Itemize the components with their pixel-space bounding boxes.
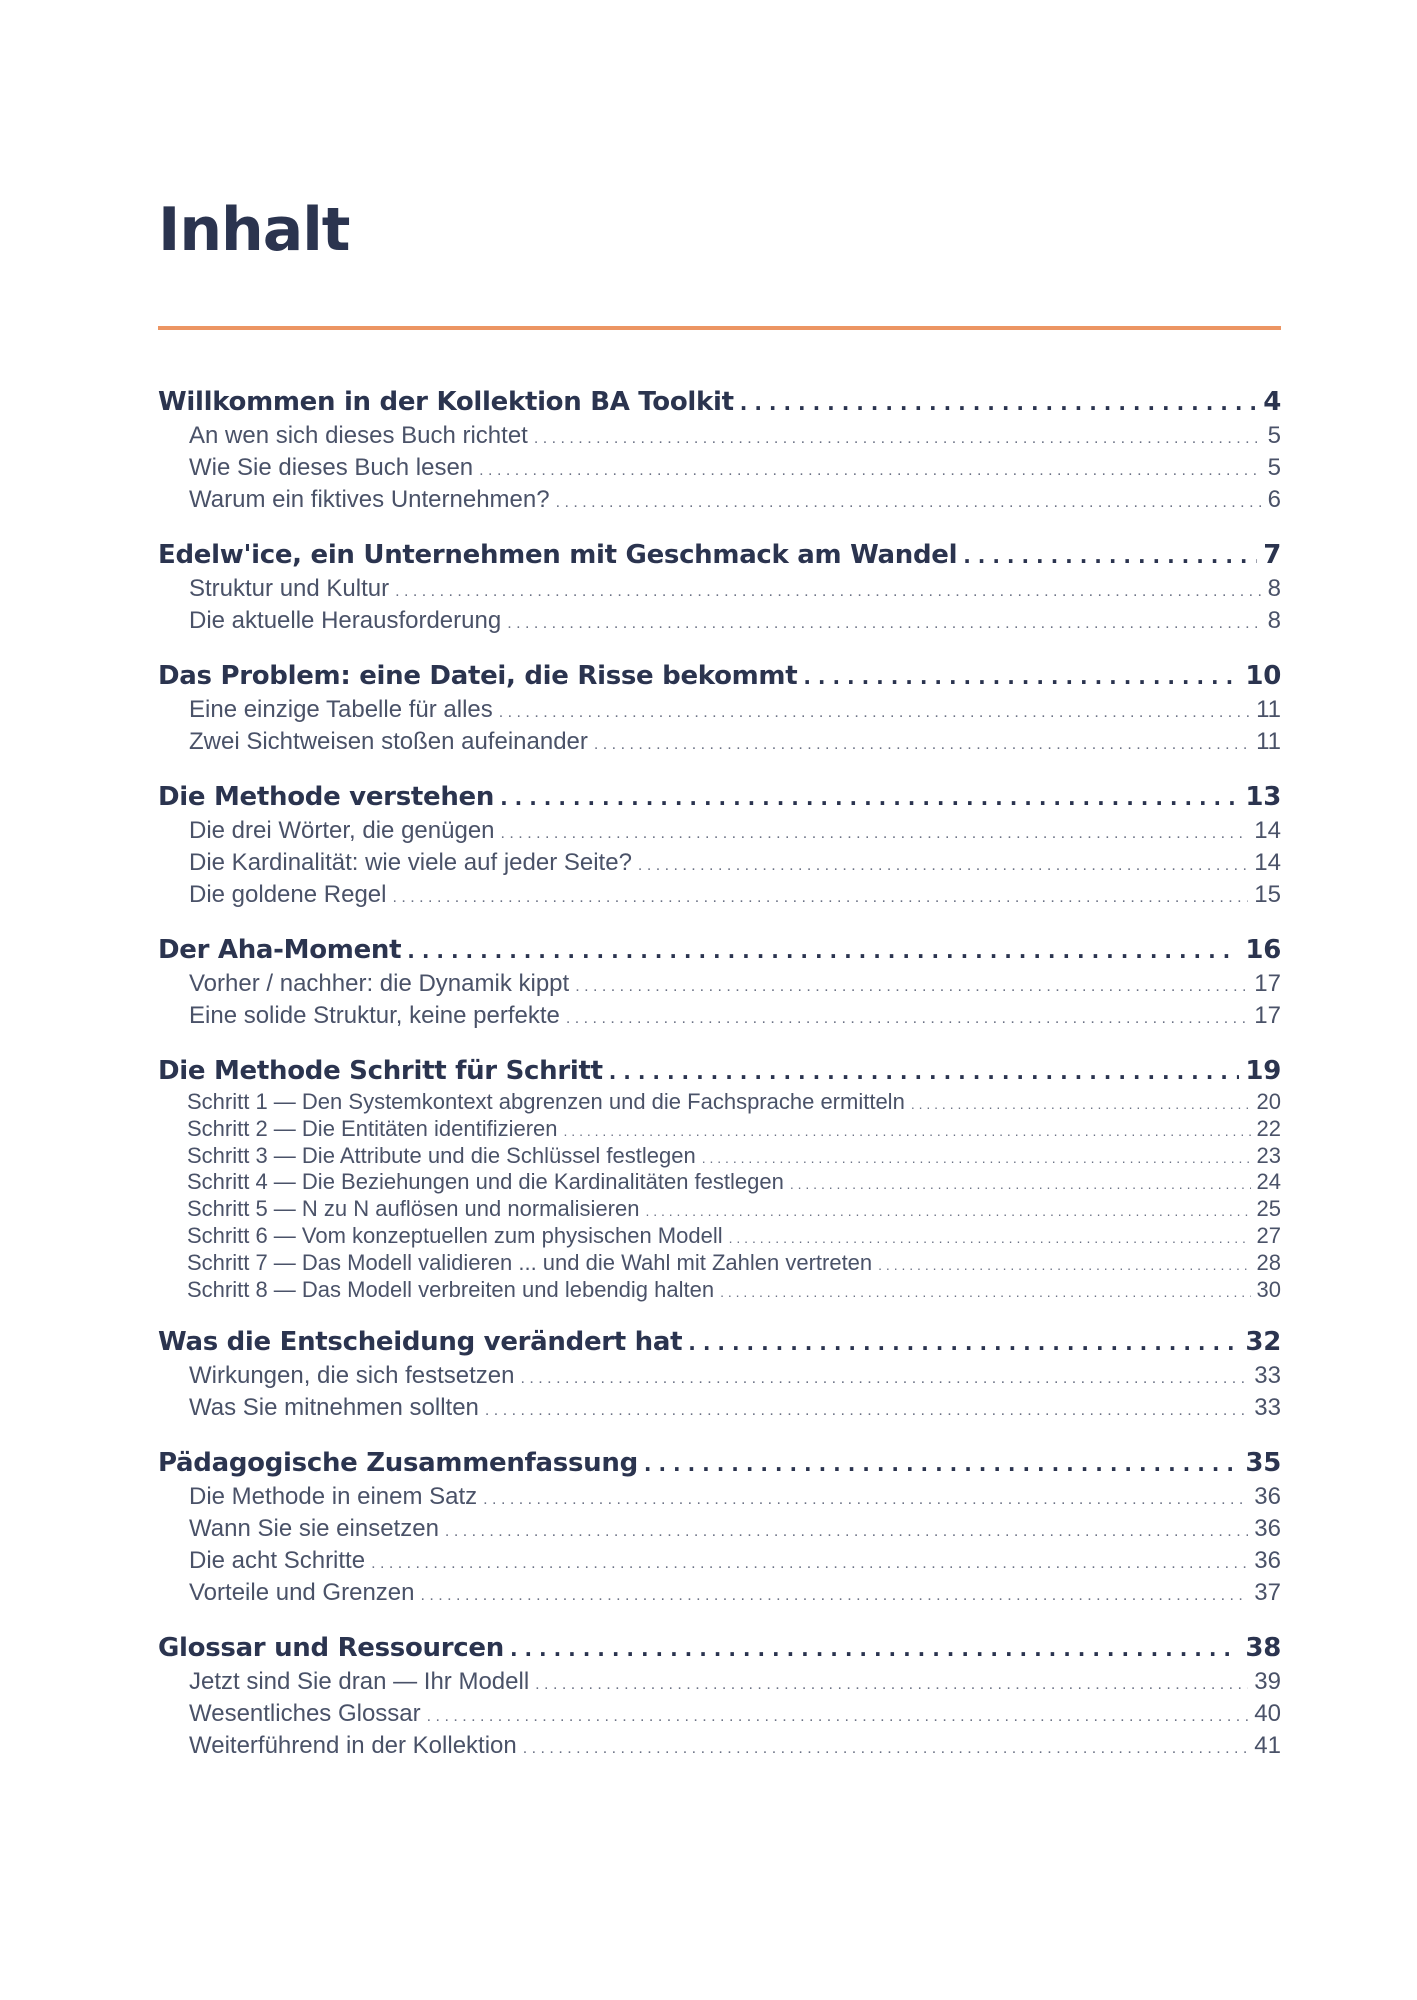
- page-title: Inhalt: [158, 195, 350, 265]
- page-number: 28: [1256, 1249, 1281, 1275]
- subsection-entry-title: Eine einzige Tabelle für alles: [189, 696, 493, 723]
- subsection-entry[interactable]: [158, 1361, 1281, 1393]
- toc-section: [158, 932, 1281, 1033]
- subsection-entry[interactable]: [158, 1546, 1281, 1578]
- dot-leader: [485, 1396, 1248, 1425]
- dot-leader: [371, 1549, 1248, 1578]
- dot-leader: [644, 1446, 1240, 1482]
- subsection-entry-title: Was Sie mitnehmen sollten: [189, 1394, 479, 1422]
- subsection-entry-title: Wesentliches Glossar: [189, 1700, 421, 1728]
- subsection-entry-title: Die aktuelle Herausforderung: [189, 607, 502, 634]
- page-number: 22: [1256, 1115, 1281, 1141]
- subsection-entry-title: Struktur und Kultur: [189, 575, 390, 602]
- dot-leader: [395, 577, 1262, 606]
- page-number: 4: [1263, 387, 1281, 417]
- chapter-entry-title: Was die Entscheidung verändert hat: [158, 1327, 683, 1358]
- page-number: 39: [1254, 1668, 1281, 1696]
- page-number: 40: [1254, 1700, 1281, 1728]
- dot-leader: [645, 1199, 1250, 1224]
- page-number: 37: [1254, 1579, 1281, 1607]
- dot-leader: [510, 1631, 1239, 1667]
- dot-leader: [420, 1581, 1248, 1610]
- page-number: 23: [1256, 1142, 1281, 1168]
- subsection-entry[interactable]: [158, 574, 1281, 606]
- dot-leader: [594, 730, 1250, 759]
- dot-leader: [499, 698, 1250, 727]
- subsection-entry-title: Die goldene Regel: [189, 881, 387, 908]
- toc-section: [158, 779, 1281, 912]
- dot-leader: [427, 1702, 1249, 1731]
- title-divider: [158, 326, 1281, 330]
- dot-leader: [878, 1253, 1250, 1278]
- chapter-entry[interactable]: [158, 1053, 1281, 1090]
- subsection-entry[interactable]: [158, 1001, 1281, 1033]
- toc-section: [158, 1324, 1281, 1425]
- page-number: 41: [1254, 1732, 1281, 1760]
- page-number: 17: [1254, 970, 1281, 997]
- chapter-entry[interactable]: [158, 658, 1281, 695]
- dot-leader: [575, 972, 1248, 1001]
- subsection-entry-title: Warum ein fiktives Unternehmen?: [189, 486, 550, 513]
- dot-leader: [534, 424, 1262, 453]
- dot-leader: [638, 851, 1248, 880]
- step-entry[interactable]: [158, 1251, 1281, 1278]
- dot-leader: [564, 1119, 1251, 1144]
- dot-leader: [702, 1146, 1251, 1171]
- subsection-entry[interactable]: [158, 880, 1281, 912]
- page-number: 25: [1256, 1196, 1281, 1222]
- dot-leader: [803, 659, 1239, 695]
- page-number: 11: [1256, 696, 1281, 723]
- dot-leader: [483, 1485, 1248, 1514]
- subsection-entry-title: Wirkungen, die sich festsetzen: [189, 1362, 515, 1390]
- chapter-entry-title: Willkommen in der Kollektion BA Toolkit: [158, 387, 734, 417]
- step-entry[interactable]: [158, 1278, 1281, 1305]
- dot-leader: [790, 1172, 1251, 1197]
- dot-leader: [500, 780, 1239, 816]
- subsection-entry-title: Jetzt sind Sie dran — Ihr Modell: [189, 1668, 530, 1696]
- dot-leader: [740, 385, 1257, 421]
- dot-leader: [729, 1226, 1251, 1251]
- toc-section: [158, 384, 1281, 517]
- page-number: 13: [1245, 782, 1281, 812]
- subsection-entry-title: Die Methode in einem Satz: [189, 1483, 478, 1511]
- step-entry-title: Schritt 2 — Die Entitäten identifizieren: [187, 1115, 558, 1141]
- dot-leader: [963, 538, 1257, 574]
- step-entry[interactable]: [158, 1170, 1281, 1197]
- page-number: 36: [1254, 1547, 1281, 1575]
- page-number: 36: [1254, 1483, 1281, 1511]
- chapter-entry-title: Der Aha-Moment: [158, 935, 402, 965]
- dot-leader: [556, 488, 1262, 517]
- step-entry[interactable]: [158, 1224, 1281, 1251]
- step-entry[interactable]: [158, 1144, 1281, 1171]
- dot-leader: [688, 1325, 1239, 1361]
- subsection-entry-title: Wie Sie dieses Buch lesen: [189, 454, 474, 481]
- page-number: 36: [1254, 1515, 1281, 1543]
- step-entry-title: Schritt 7 — Das Modell validieren ... und die Wahl mit Zahlen vertreten: [187, 1249, 873, 1275]
- subsection-entry[interactable]: [158, 421, 1281, 453]
- dot-leader: [720, 1280, 1250, 1305]
- subsection-entry[interactable]: [158, 1667, 1281, 1699]
- page-number: 20: [1256, 1089, 1281, 1114]
- chapter-entry[interactable]: [158, 932, 1281, 969]
- subsection-entry-title: Zwei Sichtweisen stoßen aufeinander: [189, 728, 588, 755]
- page-number: 17: [1254, 1002, 1281, 1029]
- dot-leader: [521, 1364, 1249, 1393]
- dot-leader: [535, 1670, 1248, 1699]
- toc-section: [158, 658, 1281, 759]
- chapter-entry-title: Pädagogische Zusammenfassung: [158, 1448, 638, 1479]
- page-number: 35: [1245, 1448, 1281, 1479]
- step-entry-title: Schritt 4 — Die Beziehungen und die Kardinalitäten festlegen: [187, 1169, 784, 1195]
- page-number: 14: [1254, 849, 1281, 876]
- chapter-entry[interactable]: [158, 1445, 1281, 1482]
- subsection-entry-title: Wann Sie sie einsetzen: [189, 1515, 439, 1543]
- dot-leader: [566, 1004, 1248, 1033]
- page-number: 6: [1267, 486, 1281, 513]
- step-entry-title: Schritt 1 — Den Systemkontext abgrenzen und die Fachsprache ermitteln: [187, 1089, 905, 1114]
- page-number: 15: [1254, 881, 1281, 908]
- subsection-entry[interactable]: [158, 1578, 1281, 1610]
- chapter-entry-title: Edelw'ice, ein Unternehmen mit Geschmack am Wandel: [158, 540, 958, 570]
- subsection-entry[interactable]: [158, 1731, 1281, 1763]
- page-number: 11: [1256, 728, 1281, 755]
- subsection-entry-title: Vorher / nachher: die Dynamik kippt: [189, 970, 570, 997]
- subsection-entry[interactable]: [158, 727, 1281, 759]
- dot-leader: [392, 883, 1248, 912]
- page-number: 8: [1267, 575, 1281, 602]
- toc-section: [158, 1445, 1281, 1610]
- dot-leader: [445, 1517, 1248, 1546]
- page-number: 38: [1245, 1633, 1281, 1664]
- chapter-entry-title: Die Methode verstehen: [158, 782, 495, 812]
- subsection-entry[interactable]: [158, 816, 1281, 848]
- subsection-entry-title: Die acht Schritte: [189, 1547, 366, 1575]
- chapter-entry[interactable]: [158, 537, 1281, 574]
- subsection-entry-title: Weiterführend in der Kollektion: [189, 1732, 517, 1760]
- chapter-entry[interactable]: [158, 1324, 1281, 1361]
- chapter-entry-title: Glossar und Ressourcen: [158, 1633, 504, 1664]
- subsection-entry[interactable]: [158, 969, 1281, 1001]
- step-entry[interactable]: [158, 1197, 1281, 1224]
- dot-leader: [523, 1734, 1249, 1763]
- subsection-entry[interactable]: [158, 606, 1281, 638]
- subsection-entry[interactable]: [158, 1514, 1281, 1546]
- step-entry-title: Schritt 8 — Das Modell verbreiten und lebendig halten: [187, 1276, 715, 1302]
- step-entry[interactable]: [158, 1090, 1281, 1117]
- subsection-entry-title: Vorteile und Grenzen: [189, 1579, 415, 1607]
- subsection-entry-title: Die drei Wörter, die genügen: [189, 817, 495, 844]
- chapter-entry[interactable]: [158, 1630, 1281, 1667]
- subsection-entry[interactable]: [158, 1699, 1281, 1731]
- page-number: 8: [1267, 607, 1281, 634]
- chapter-entry[interactable]: [158, 779, 1281, 816]
- dot-leader: [407, 933, 1239, 969]
- subsection-entry[interactable]: [158, 848, 1281, 880]
- page-number: 5: [1267, 422, 1281, 449]
- chapter-entry-title: Die Methode Schritt für Schritt: [158, 1056, 603, 1086]
- chapter-entry[interactable]: [158, 384, 1281, 421]
- subsection-entry-title: Eine solide Struktur, keine perfekte: [189, 1002, 560, 1029]
- page-number: 14: [1254, 817, 1281, 844]
- step-entry[interactable]: [158, 1117, 1281, 1144]
- page-number: 30: [1256, 1276, 1281, 1302]
- page-number: 7: [1263, 540, 1281, 570]
- chapter-entry-title: Das Problem: eine Datei, die Risse bekommt: [158, 661, 798, 691]
- page-number: 16: [1245, 935, 1281, 965]
- dot-leader: [911, 1092, 1251, 1117]
- page-number: 19: [1245, 1056, 1281, 1086]
- page-number: 33: [1254, 1394, 1281, 1422]
- dot-leader: [609, 1054, 1240, 1090]
- dot-leader: [507, 609, 1261, 638]
- subsection-entry-title: Die Kardinalität: wie viele auf jeder Seite?: [189, 849, 632, 876]
- table-of-contents: [158, 384, 1281, 1783]
- page-number: 24: [1256, 1169, 1281, 1195]
- toc-section: [158, 1630, 1281, 1763]
- toc-section: [158, 537, 1281, 638]
- page-number: 27: [1256, 1222, 1281, 1248]
- toc-section: [158, 1053, 1281, 1304]
- step-entry-title: Schritt 3 — Die Attribute und die Schlüssel festlegen: [187, 1142, 696, 1168]
- page-number: 10: [1245, 661, 1281, 691]
- page-number: 33: [1254, 1362, 1281, 1390]
- step-entry-title: Schritt 5 — N zu N auflösen und normalisieren: [187, 1196, 640, 1222]
- subsection-entry[interactable]: [158, 1393, 1281, 1425]
- subsection-entry-title: An wen sich dieses Buch richtet: [189, 422, 528, 449]
- subsection-entry[interactable]: [158, 453, 1281, 485]
- dot-leader: [501, 819, 1249, 848]
- subsection-entry[interactable]: [158, 1482, 1281, 1514]
- subsection-entry[interactable]: [158, 695, 1281, 727]
- page-number: 5: [1267, 454, 1281, 481]
- step-entry-title: Schritt 6 — Vom konzeptuellen zum physischen Modell: [187, 1222, 723, 1248]
- subsection-entry[interactable]: [158, 485, 1281, 517]
- page-number: 32: [1245, 1327, 1281, 1358]
- dot-leader: [479, 456, 1261, 485]
